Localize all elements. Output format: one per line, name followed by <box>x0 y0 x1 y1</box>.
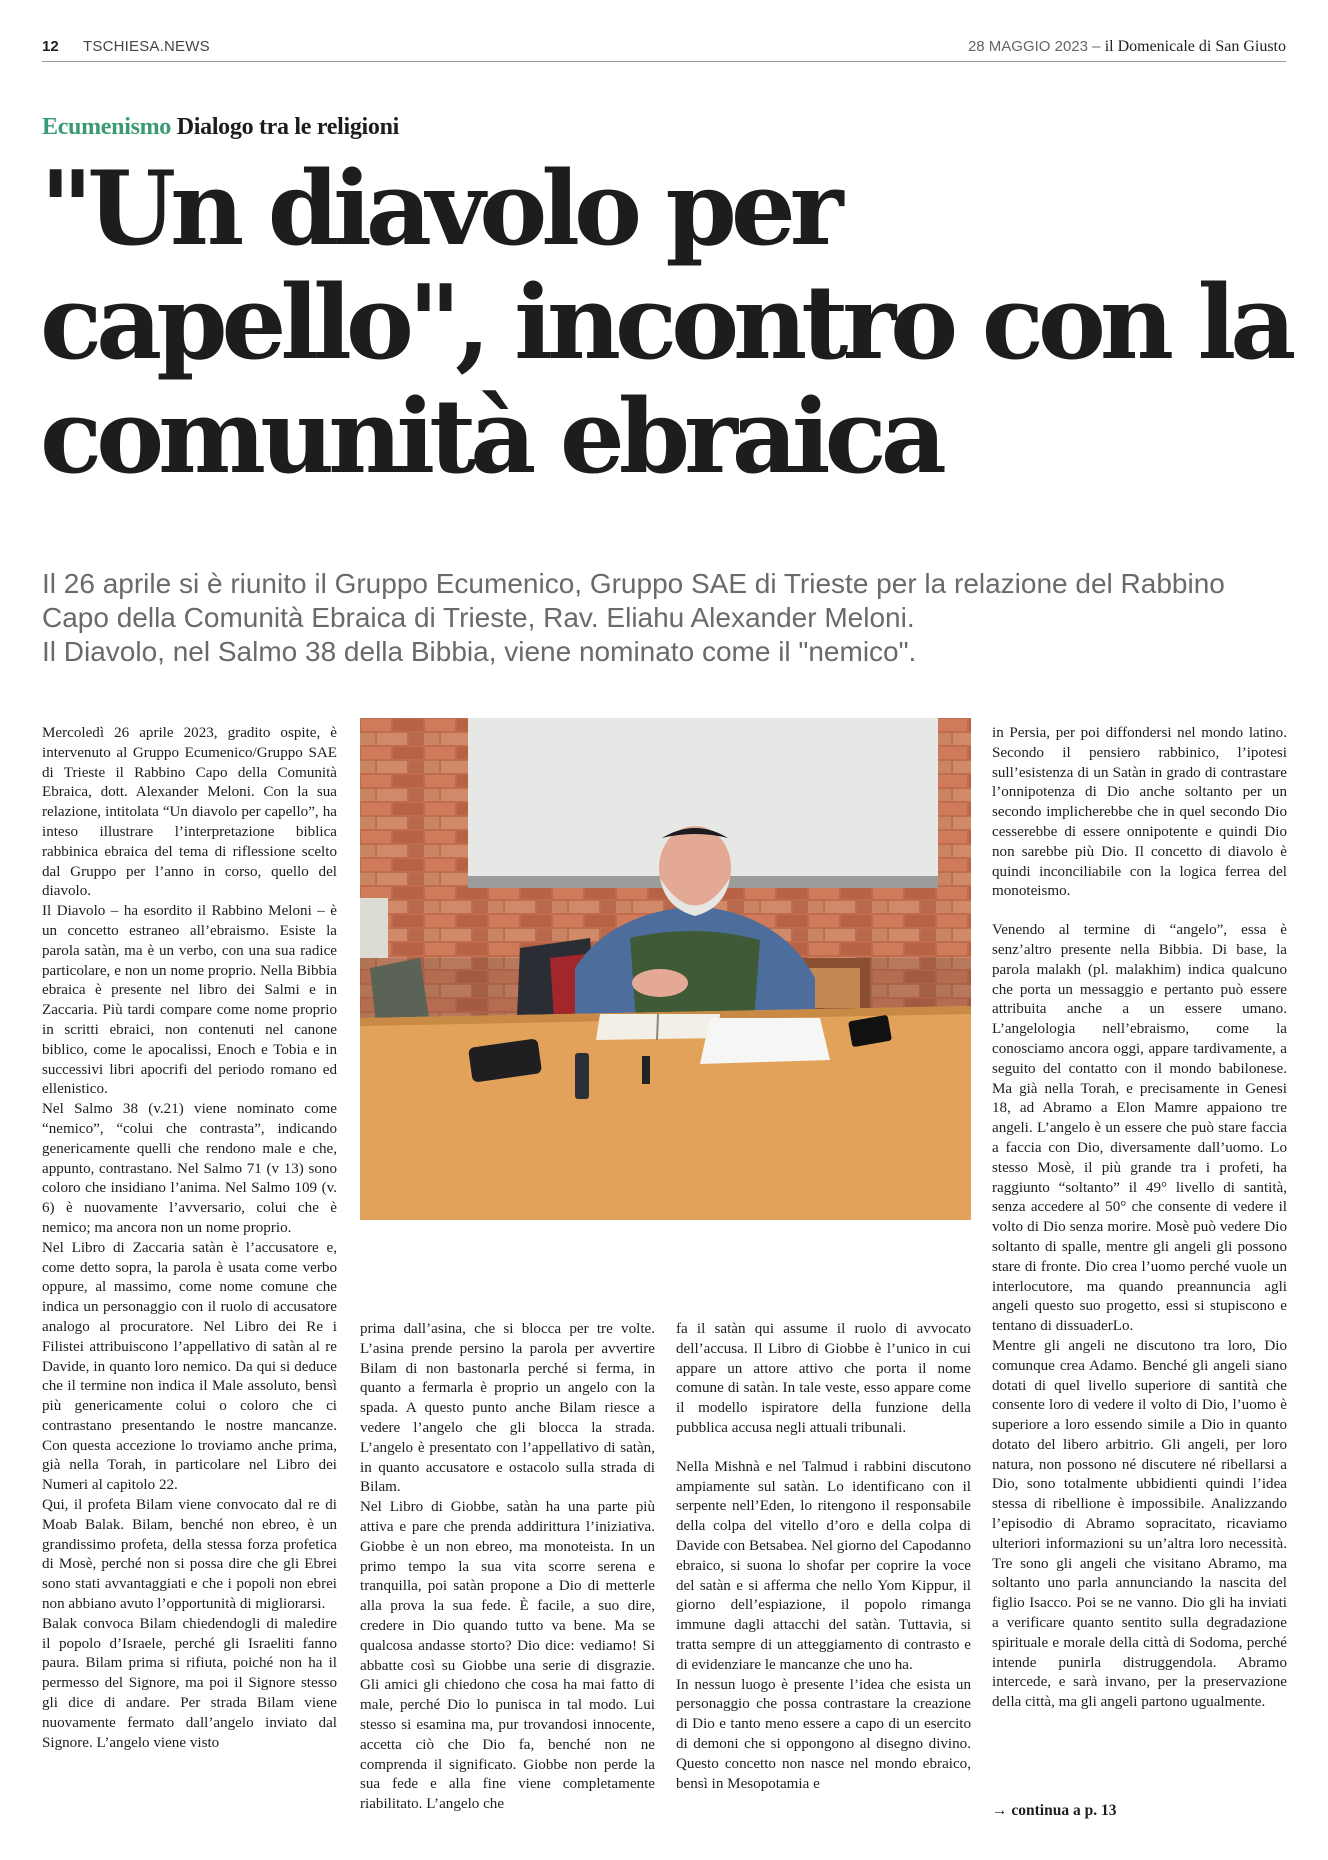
issue-info <box>968 38 1286 56</box>
paragraph: Nel Libro di Giobbe, satàn ha una parte più attiva e pare che prenda addirittura l’iniziativa. Giobbe è un non ebreo, ma monoteista. In un primo tempo la sua vita scorre serena e tranquilla, poi satàn propone a Dio di metterle alla prova la sua fede. È facile, a suo dire, credere in Dio quando tutto va bene. Ma se qualcosa andasse storto? Dio dice: vediamo! Si abbatte così su Giobbe una serie di disgrazie. Gli amici gli chiedono che cosa ha mai fatto di male, perché Dio lo punisca in tal modo. Lui stesso si esamina ma, pur trovandosi innocente, accetta ciò che Dio fa, benché non ne comprenda il significato. Giobbe non perde la sua fede e alla fine viene completamente riabilitato. L’angelo che <box>360 1499 655 1813</box>
paper-sheets <box>700 1018 830 1064</box>
paragraph: In nessun luogo è presente l’idea che esista un personaggio che possa contrastare la creazione di Dio e tanto meno essere a capo di un esercito di demoni che si oppongono al disegno divino. Questo concetto non nasce nel mondo ebraico, bensì in Mesopotamia e <box>676 1676 971 1792</box>
man-hands <box>632 969 688 997</box>
continue-link[interactable]: → continua a p. 13 <box>992 1802 1117 1819</box>
issue-date: 28 MAGGIO 2023 – <box>967 38 1101 55</box>
photo-illustration <box>360 718 971 1220</box>
paragraph: Mercoledì 26 aprile 2023, gradito ospite, è intervenuto al Gruppo Ecumenico/Gruppo SAE di Trieste il Rabbino Capo della Comunità Ebraica, dott. Alexander Meloni. Con la sua relazione, intitolata “Un diavolo per capello”, ha inteso illustrare l’interpretazione biblica rabbinica ebraica del tema di riflessione scelto dal Gruppo per l’anno in corso, quello del diavolo. <box>42 725 337 900</box>
text-column-3 <box>676 1320 971 1794</box>
paragraph: Venendo al termine di “angelo”, essa è senz’altro presente nella Bibbia. Di base, la parola malakh (pl. malakhim) indica qualcuno che porta un messaggio e pertanto può essere attribuita anche a un essere umano. L’angelologia nell’ebraismo, come la conosciamo ancora oggi, appare tardivamente, a seguito del contatto con il mondo babilonese. Ma già nella Torah, e precisamente in Genesi 18, ad Abramo a Elon Mamre appaiono tre angeli. L’angelo è un essere che può stare faccia a faccia con Dio, diversamente dall’uomo. Lo stesso Mosè, il più grande tra i profeti, ha raggiunto “soltanto” il 49° livello di santità, senza accedere al 50° che consente di vedere il volto di Dio senza morire. Mosè può vedere Dio soltanto di spalle, mentre gli angeli gli possono stare di fronte. Dio crea l’uomo perché vuole un interlocutore, ma quando preannuncia agli angeli questo suo progetto, essi si stupiscono e tentano di dissuaderLo. <box>992 922 1287 1335</box>
paragraph: Qui, il profeta Bilam viene convocato dal re di Moab Balak. Bilam, benché non ebreo, è un grandissimo profeta, della stessa forza profetica di Mosè, perché non si possa dire che gli Ebrei sono stati avvantaggiati e che i popoli non ebrei non abbiano avuto l’opportunità di migliorarsi. <box>42 1497 337 1613</box>
text-column-1 <box>42 724 337 1753</box>
paragraph: Nel Libro di Zaccaria satàn è l’accusatore e, come detto sopra, la parola è usata come verbo oppure, al massimo, come nome comune che indica un personaggio con il ruolo di accusatore analogo al procuratore. Nel Libro dei Re i Filistei attribuiscono l’appellativo di satàn al re Davide, in quanto loro nemico. Da qui si deduce che il termine non indica il Male assoluto, bensì più genericamente colui o coloro che ci contrastano presentando le nostre mancanze. Con questa accezione lo troviamo anche prima, già nella Torah, in particolare nel Libro dei Numeri al capitolo 22. <box>42 1239 337 1494</box>
section-kicker <box>42 114 399 141</box>
header-divider <box>42 61 1286 62</box>
paragraph: Balak convoca Bilam chiedendogli di maledire il popolo d’Israele, perché gli Israeliti fanno paura. Bilam prima si rifiuta, poiché non ha il permesso del Signore, ma poi il Signore stesso gli dice di andare. Per strada Bilam viene nuovamente fermato dall’angelo inviato dal Signore. L’angelo viene visto <box>42 1615 337 1751</box>
paragraph: in Persia, per poi diffondersi nel mondo latino. Secondo il pensiero rabbinico, l’ipotesi sull’esistenza di un Satàn in grado di contrastare l’onnipotenza di Dio anche soltanto per un secondo implicherebbe che in quel secondo Dio cesserebbe di essere onnipotente e quindi Dio non sarebbe più Dio. Il concetto di diavolo è quindi inconciliabile con la logica ferrea del monoteismo. <box>992 725 1287 900</box>
text-column-2 <box>360 1320 655 1815</box>
lead-paragraph: Il Diavolo, nel Salmo 38 della Bibbia, viene nominato come il "nemico". <box>42 636 917 667</box>
paragraph: Mentre gli angeli ne discutono tra loro, Dio comunque crea Adamo. Benché gli angeli siano dotati di quel livello superiore di santità che consente loro di vedere il volto di Dio, l’uomo è superiore a loro essendo simile a Dio in quanto dotato del libero arbitrio. Gli angeli, per loro natura, non possono né discutere né ribellarsi a Dio, sono totalmente ubbidienti quindi l’idea stessa di ribellione è impossibile. Analizzando l’episodio di Abramo sopracitato, ricaviamo ulteriori informazioni su un’altra loro necessità. Tre sono gli angeli che visitano Abramo, ma soltanto uno parla annunciando la nascita del figlio Isacco. Poi se ne vanno. Dio gli ha inviati a verificare quanto sentito sulla degradazione spirituale e morale della città di Sodoma, perché intende punirla distruggendola. Abramo intercede, e sarà invano, per la preservazione della città, ma gli angeli partono ugualmente. <box>992 1337 1287 1711</box>
section-label: Dialogo tra le religioni <box>176 114 400 140</box>
paragraph: Nella Mishnà e nel Talmud i rabbini discutono ampiamente sul satàn. Lo identificano con il serpente nell’Eden, lo ritengono il responsabile della colpa del vitello d’oro e della colpa di Davide con Betsabea. Nel giorno del Capodanno ebraico, si suona lo shofar per coprire la voce del satàn e si afferma che nello Yom Kippur, il giorno dell’espiazione, il popolo rimanga immune dagli attacchi del satàn. Tuttavia, si tratta sempre di un atteggiamento di contrasto e di evidenziare le mancanze che uno ha. <box>676 1458 971 1673</box>
page-header <box>42 38 1286 62</box>
article-photo <box>360 718 971 1220</box>
paragraph: Il Diavolo – ha esordito il Rabbino Meloni – è un concetto estraneo all’ebraismo. Esiste la parola satàn, ma è un verbo, con una sua radice particolare, e non un nome proprio. Nella Bibbia ebraica è presente nel libro dei Salmi e in Zaccaria. Più tardi compare come nome proprio in scritti ebraici, non contenuti nel canone biblico, come le apocalissi, Enoch e Tobia e in successivi libri apocrifi del periodo romano ed ellenistico. <box>42 903 337 1098</box>
lead-paragraph: Il 26 aprile si è riunito il Gruppo Ecumenico, Gruppo SAE di Trieste per la relazione del Rabbino Capo della Comunità Ebraica di Trieste, Rav. Eliahu Alexander Meloni. <box>42 568 1225 633</box>
page-number: 12 <box>42 38 59 55</box>
paragraph: Nel Salmo 38 (v.21) viene nominato come “nemico”, “colui che contrasta”, indicando genericamente quelli che rendono male e che, appunto, contrastano. Nel Salmo 71 (v 13) sono coloro che insidiano l’anima. Nel Salmo 109 (v. 6) è nuovamente l’avversario, colui che è nemico; ma ancora non un nome proprio. <box>42 1101 337 1236</box>
microphone <box>642 1056 650 1084</box>
paper-name: il Domenicale di San Giusto <box>1104 38 1286 55</box>
text-column-4 <box>992 724 1287 1713</box>
category-label: Ecumenismo <box>42 114 172 140</box>
site-name: TSCHIESA.NEWS <box>83 38 210 55</box>
article-title: "Un diavolo per capello", incontro con la comunità ebraica <box>40 149 1291 497</box>
voice-recorder <box>575 1053 589 1099</box>
wall-poster <box>360 898 388 958</box>
paragraph: fa il satàn qui assume il ruolo di avvocato dell’accusa. Il Libro di Giobbe è l’unico in cui appare un attore attivo che porta il nome comune di satàn. In tale veste, esso appare come il modello ispiratore della funzione della pubblica accusa negli attuali tribunali. <box>676 1321 971 1436</box>
article-lead <box>42 567 1292 669</box>
paragraph: prima dall’asina, che si blocca per tre volte. L’asina prende persino la parola per avvertire Bilam di non bastonarla perché si ferma, in quanto a fermarla è proprio un angelo con la spada. A questo punto anche Bilam riesce a vedere l’angelo che gli blocca la strada. L’angelo è presentato con l’appellativo di satàn, in quanto accusatore e ostacolo sulla strada di Bilam. <box>360 1321 655 1496</box>
